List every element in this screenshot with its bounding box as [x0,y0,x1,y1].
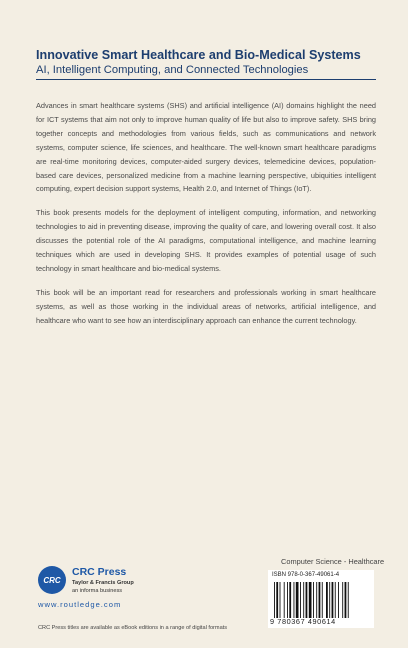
blurb-paragraph-2: This book presents models for the deployment of intelligent computing, information, and networking technologies to aid in preventing disease, improving the quality of care, and lowering overall cost. It also discusses the potential role of the AI paradigms, computational intelligence, and machine learning techniques which are used in developing SHS. It provides examples of potential usage of such technology in smart healthcare and bio-medical systems. [36,208,376,273]
barcode-icon [272,582,370,618]
header-divider [36,79,376,80]
crc-logo-icon: CRC [38,566,66,594]
publisher-name: CRC Press [72,566,127,578]
publisher-url: www.routledge.com [38,600,122,609]
blurb-paragraph-1: Advances in smart healthcare systems (SHS) and artificial intelligence (AI) domains highlight the need for ICT systems that aim not only to improve human quality of life but also to improve safety. SHS bring together concepts and methodologies from various fields, such as communications and network systems, computer science, life sciences, and healthcare. The well-known smart healthcare paradigms are real-time monitoring devices, computer-aided surgery devices, telemedicine devices, population-based care devices, personalized medicine from a machine learning perspective, ubiquities intelligent computing, expert decision support systems, Health 2.0, and Internet of Things (IoT). [36,101,376,194]
subject-category: Computer Science - Healthcare [281,557,385,566]
book-subtitle: AI, Intelligent Computing, and Connected Technologies [36,64,309,76]
book-title: Innovative Smart Healthcare and Bio-Medical Systems [36,48,361,62]
barcode-digits: 9 780367 490614 [270,617,336,626]
publisher-group: Taylor & Francis Group [72,580,134,586]
ebook-note: CRC Press titles are available as eBook editions in a range of digital formats [38,625,228,631]
isbn-label: ISBN 978-0-367-49061-4 [272,572,340,578]
publisher-informa: an informa business [72,588,123,594]
book-header [36,48,376,77]
blurb-paragraph-3: This book will be an important read for researchers and professionals working in smart healthcare systems, as well as those working in the individual areas of networks, artificial intelligence, and healthcare who want to see how an interdisciplinary approach can enhance the current technology. [36,287,376,325]
blurb [36,99,376,338]
isbn-barcode-box [268,570,374,628]
